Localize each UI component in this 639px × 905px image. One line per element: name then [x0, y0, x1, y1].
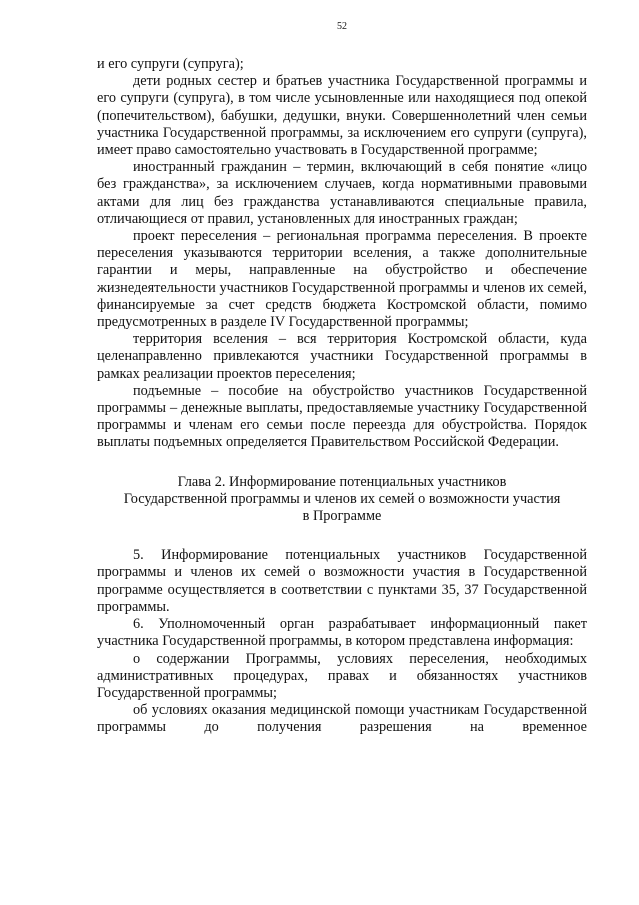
chapter-heading-line: Глава 2. Информирование потенциальных участников [177, 473, 507, 490]
paragraph-program-content: о содержании Программы, условиях переселения, необходимых административных процедурах, правах и обязанностях участников Государственной программы; [97, 650, 587, 701]
paragraph-item-6: 6. Уполномоченный орган разрабатывает информационный пакет участника Государственной программы, в котором представлена информация: [97, 616, 587, 650]
page-number: 52 [337, 21, 347, 32]
paragraph-item-5: 5. Информирование потенциальных участников Государственной программы и членов их семей о возможности участия в Государственной программе осуществляется в соответствии с пунктами 35, 37 Государственной программы. [97, 547, 587, 615]
definitions-section [97, 56, 587, 452]
chapter-heading [117, 474, 567, 526]
paragraph-medical-care: об условиях оказания медицинской помощи участникам Государственной программы до получения разрешения на временное [97, 702, 587, 736]
paragraph-spouse-end: и его супруги (супруга); [97, 56, 244, 72]
chapter-heading-line: в Программе [302, 508, 382, 525]
chapter-body [97, 547, 587, 736]
paragraph-foreign-citizen: иностранный гражданин – термин, включающий в себя понятие «лицо без гражданства», за исключением случаев, когда нормативными правовыми актами для лиц без гражданства устанавливаются специальные правила, отличающиеся от правил, установленных для иностранных граждан; [97, 159, 587, 227]
chapter-heading-line: Государственной программы и членов их семей о возможности участия [123, 490, 561, 507]
paragraph-relocation-allowance: подъемные – пособие на обустройство участников Государственной программы – денежные выплаты, предоставляемые участнику Государственной программы и членам его семьи после переезда для обустройства. Порядок выплаты подъемных определяется Правительством Российской Федерации. [97, 382, 587, 451]
paragraph-resettlement-project: проект переселения – региональная программа переселения. В проекте переселения указываются территории вселения, а также дополнительные гарантии и меры, направленные на обустройство и обеспечение жизнедеятельности участников Государственной программы и членов их семей, финансируемые за счет средств бюджета Костромской области, помимо предусмотренных в разделе IV Государственной программы; [97, 228, 587, 331]
document-page [97, 20, 587, 737]
paragraph-settlement-territory: территория вселения – вся территория Костромской области, куда целенаправленно привлекаются участники Государственной программы в рамках реализации проектов переселения; [97, 331, 587, 382]
paragraph-siblings-children: дети родных сестер и братьев участника Государственной программы и его супруги (супруга), в том числе усыновленные или находящиеся под опекой (попечительством), бабушки, дедушки, внуки. Совершеннолетний член семьи участника Государственной программы, за исключением его супруги (супруга), имеет право самостоятельно участвовать в Государственной программе; [97, 73, 587, 159]
